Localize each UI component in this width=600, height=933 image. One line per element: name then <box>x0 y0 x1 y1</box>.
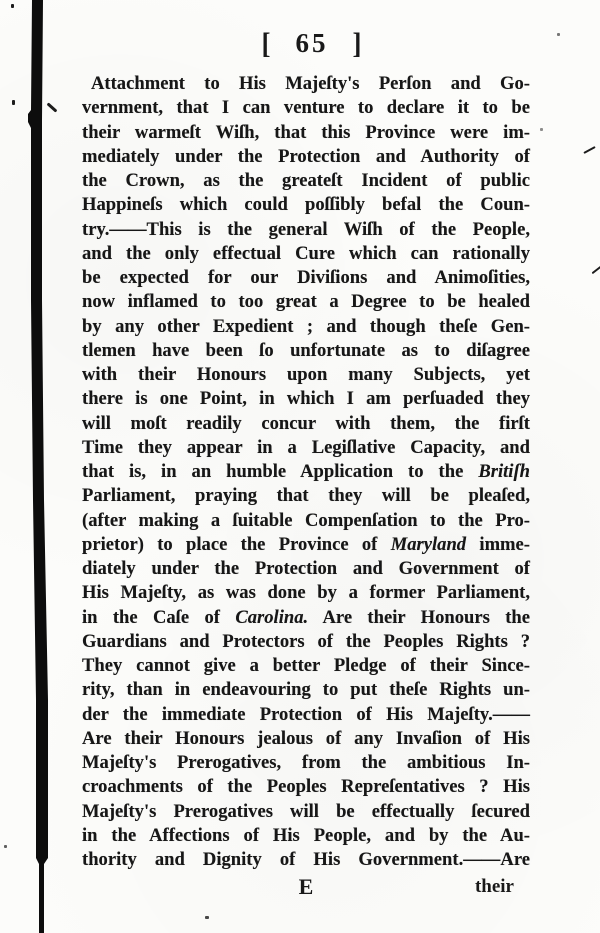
text-segment: rity, than in endeavouring to put theſe Rights un- <box>82 679 530 701</box>
text-line <box>82 581 530 605</box>
text-segment: thority and Dignity of His Government.——Are <box>82 849 530 870</box>
text-line <box>82 678 530 702</box>
text-segment: Are their Honours jealous of any Invaſion of His <box>82 727 530 749</box>
text-segment: their warmeſt Wiſh, that this Province were im- <box>82 121 530 143</box>
text-segment: with their Honours upon many Subjects, yet <box>82 364 530 385</box>
text-segment: that is, in an humble Application to the <box>82 461 479 482</box>
text-segment: Majeſty's Prerogatives will be effectually ſecured <box>82 800 530 822</box>
text-segment: Time they appear in a Legiſlative Capacity, and <box>82 436 530 458</box>
text-segment: now inflamed to too great a Degree to be healed <box>82 291 530 313</box>
text-line <box>82 290 530 314</box>
scan-artifact <box>12 100 15 105</box>
text-segment: Majeſty's Prerogatives, from the ambitious In- <box>82 752 530 773</box>
text-segment: be expected for our Diviſions and Animoſities, <box>82 267 530 288</box>
text-line <box>82 72 530 96</box>
signature-mark: E <box>298 874 314 899</box>
page-number: 65 <box>295 28 329 58</box>
right-bracket: ] <box>352 26 363 60</box>
text-segment: try.——This is the general Wiſh of the People, <box>82 218 530 240</box>
text-line <box>82 654 530 678</box>
text-segment: by any other Expedient ; and though theſe Gen- <box>82 315 530 337</box>
scan-artifact <box>47 102 58 112</box>
text-segment: His Majeſty, as was done by a former Parliament, <box>82 582 530 604</box>
text-line <box>82 533 530 557</box>
italic-text: Maryland <box>390 533 467 555</box>
page-header <box>82 28 542 59</box>
text-line <box>82 800 530 824</box>
text-line <box>82 242 530 266</box>
scan-artifact <box>540 128 543 131</box>
text-line <box>82 824 530 848</box>
text-line <box>82 751 530 775</box>
text-line <box>82 169 530 193</box>
scan-artifact <box>205 916 209 919</box>
text-segment: prietor) to place the Province of <box>82 533 391 555</box>
text-line <box>82 557 530 581</box>
text-segment: tlemen have been ſo unfortunate as to diſagree <box>82 339 530 361</box>
text-line <box>82 484 530 508</box>
text-segment: der the immediate Protection of His Majeſty.—— <box>82 703 530 725</box>
text-segment: Attachment to His Majeſty's Perſon and Go- <box>91 73 530 94</box>
text-line <box>82 775 530 799</box>
text-line <box>82 606 530 630</box>
text-line <box>82 727 530 751</box>
scan-artifact <box>592 266 600 274</box>
text-segment: Are their Honours the <box>308 606 530 628</box>
text-segment: will moſt readily concur with them, the firſt <box>82 412 530 434</box>
italic-text: Britiſh <box>478 461 530 482</box>
body-text <box>82 72 530 872</box>
text-segment: mediately under the Protection and Authority of <box>82 145 530 167</box>
signature-line <box>82 874 530 900</box>
text-line <box>82 266 530 290</box>
italic-text: Carolina. <box>235 606 309 628</box>
catchword: their <box>474 876 514 897</box>
text-segment: They cannot give a better Pledge of their Since- <box>82 655 530 676</box>
text-segment: and the only effectual Cure which can rationally <box>82 242 530 264</box>
text-line <box>82 436 530 460</box>
text-line <box>82 193 530 217</box>
text-segment: the Crown, as the greateſt Incident of public <box>82 170 530 191</box>
left-bracket: [ <box>261 26 272 60</box>
scan-artifact <box>4 845 7 848</box>
text-segment: Guardians and Protectors of the Peoples Rights ? <box>82 630 530 652</box>
text-segment: there is one Point, in which I am perſuaded they <box>82 388 530 410</box>
text-line <box>82 339 530 363</box>
text-segment: diately under the Protection and Government of <box>82 558 530 579</box>
text-line <box>82 96 530 120</box>
text-line <box>82 460 530 484</box>
text-line <box>82 121 530 145</box>
scan-artifact <box>583 146 595 154</box>
text-segment: imme- <box>466 533 530 555</box>
text-line <box>82 145 530 169</box>
text-line <box>82 848 530 872</box>
text-line <box>82 412 530 436</box>
text-segment: vernment, that I can venture to declare it to be <box>82 97 530 119</box>
scan-artifact <box>11 4 14 8</box>
text-segment: Happineſs which could poſſibly befal the Coun- <box>82 194 530 216</box>
text-line <box>82 315 530 339</box>
text-segment: (after making a ſuitable Compenſation to the Pro- <box>82 509 530 531</box>
text-segment: croachments of the Peoples Repreſentatives ? His <box>82 776 530 798</box>
scan-artifact <box>557 33 560 36</box>
text-line <box>82 630 530 654</box>
text-segment: in the Affections of His People, and by the Au- <box>82 824 530 846</box>
text-line <box>82 218 530 242</box>
text-line <box>82 363 530 387</box>
text-line <box>82 509 530 533</box>
text-line <box>82 387 530 411</box>
text-segment: in the Caſe of <box>82 606 236 628</box>
text-line <box>82 703 530 727</box>
text-segment: Parliament, praying that they will be pleaſed, <box>82 485 530 507</box>
